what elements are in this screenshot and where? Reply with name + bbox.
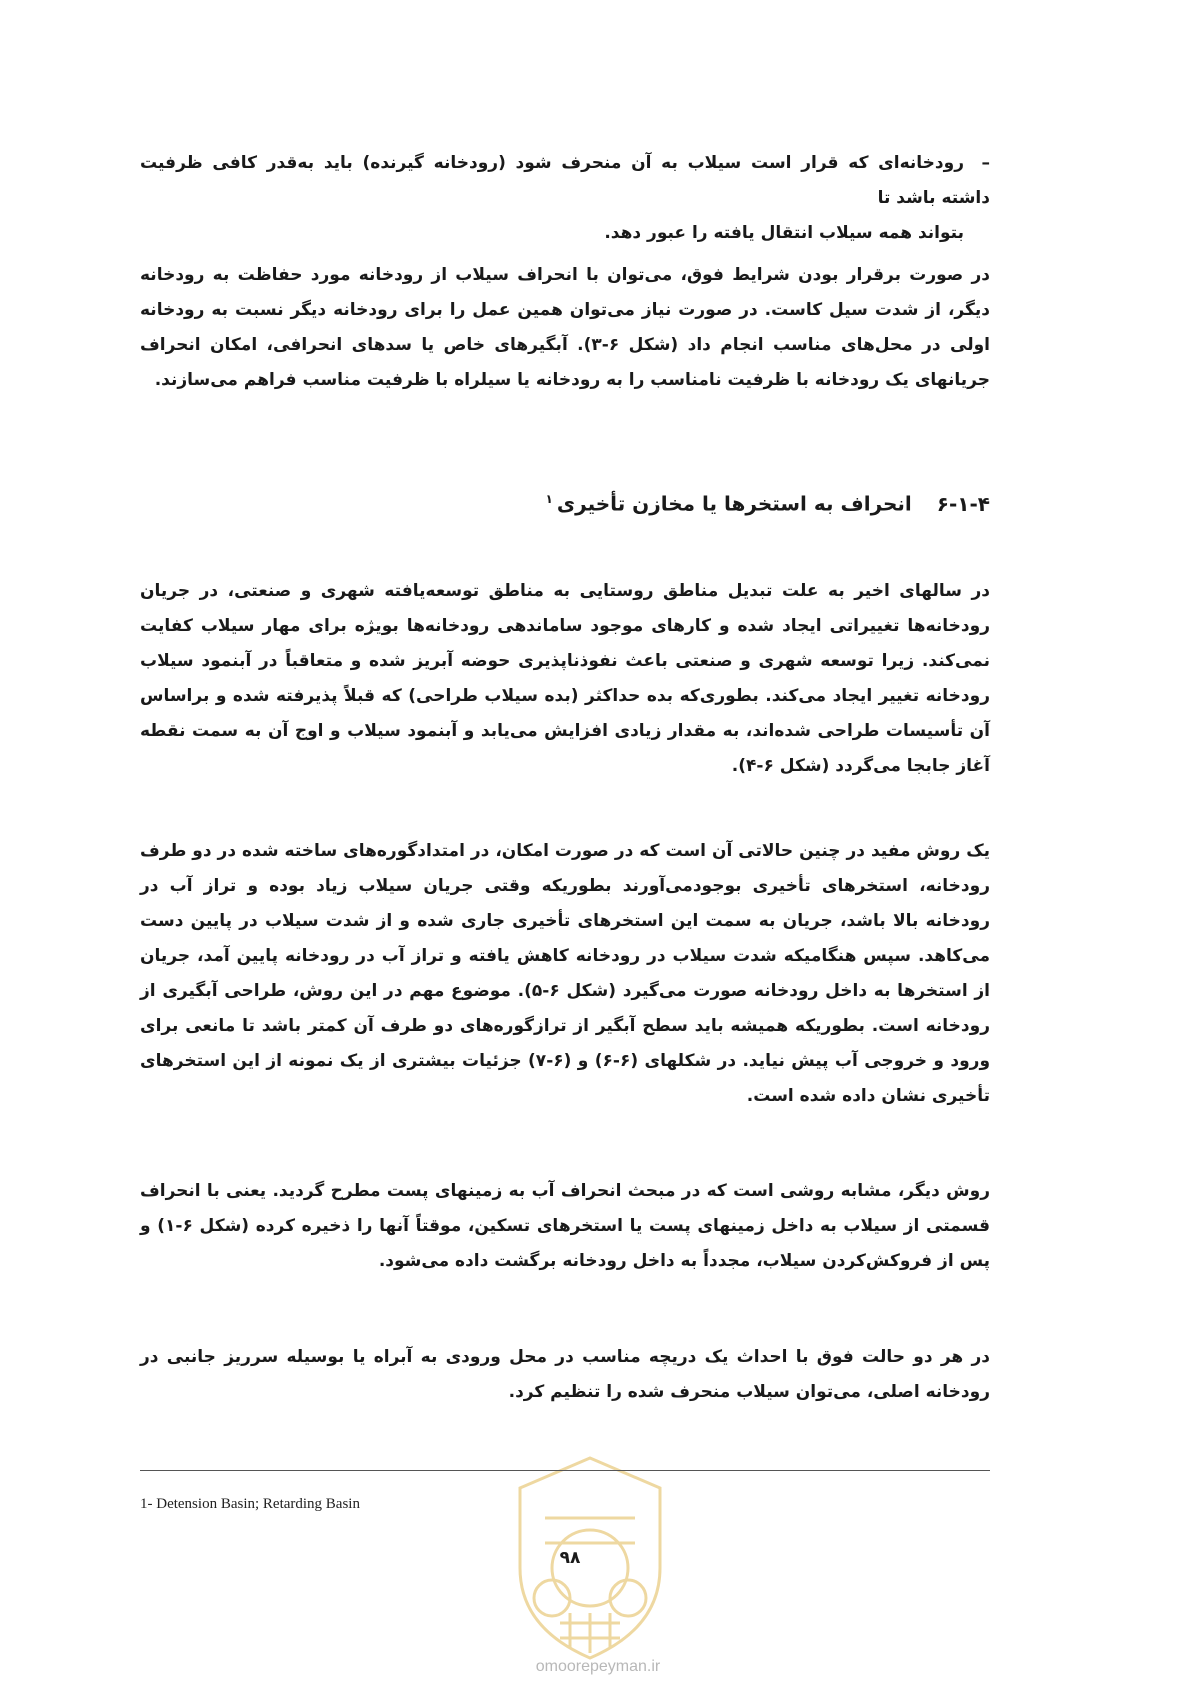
paragraph-2: در سالهای اخیر به علت تبدیل مناطق روستایی به مناطق توسعه‌یافته شهری و صنعتی، در جریان رودخانه‌ها تغییراتی ایجاد شده و کارهای موجود ساماندهی رودخانه‌ها بویژه برای مهار سیلاب کفایت نمی‌کند. زیرا توسعه شهری و صنعتی باعث نفوذناپذیری حوضه آبریز شده و متعاقباً در آبنمود سیلاب رودخانه تغییر ایجاد می‌کند. بطوری‌که بده حداکثر (بده سیلاب طراحی) که قبلاً پذیرفته شده و براساس آن تأسیسات طراحی شده‌اند، به مقدار زیادی افزایش می‌یابد و آبنمود سیلاب و اوج آن به سمت نقطه آغاز جابجا می‌گردد (شکل ۶-۴). (140, 581, 990, 776)
paragraph-3: یک روش مفید در چنین حالاتی آن است که در صورت امکان، در امتدادگوره‌های ساخته شده در دو طرف رودخانه، استخرهای تأخیری بوجودمی‌آورند بطوریکه وقتی جریان سیلاب زیاد بوده و تراز آب در رودخانه بالا باشد، جریان به سمت این استخرهای تأخیری جاری شده و از شدت سیلاب در پایین دست می‌کاهد. سپس هنگامیکه شدت سیلاب در رودخانه کاهش یافته و تراز آب در رودخانه پایین آمد، جریان از استخرها به داخل رودخانه صورت می‌گیرد (شکل ۶-۵). موضوع مهم در این روش، طراحی آبگیری از رودخانه است. بطوریکه همیشه باید سطح آبگیر از ترازگوره‌های دو طرف آن کمتر باشد تا مانعی برای ورود و خروجی آب پیش نیاید. در شکلهای (۶-۶) و (۶-۷) جزئیات بیشتری از یک نمونه از این استخرهای تأخیری نشان داده شده است. (140, 841, 991, 1106)
section-title: انحراف به استخرها یا مخازن تأخیری (556, 491, 912, 516)
section-heading (140, 482, 990, 521)
footnote: 1- Detension Basin; Retarding Basin (140, 1496, 360, 1512)
paragraph-5: در هر دو حالت فوق با احداث یک دریچه مناسب در محل ورودی به آبراه یا بوسیله سرریز جانبی در رودخانه اصلی، می‌توان سیلاب منحرف شده را تنظیم کرد. (140, 1347, 990, 1402)
bullet-dash: – (981, 153, 990, 173)
paragraph-4: روش دیگر، مشابه روشی است که در مبحث انحراف آب به زمینهای پست مطرح گردید. یعنی با انحراف قسمتی از سیلاب به داخل زمینهای پست یا استخرهای تسکین، موقتاً آنها را ذخیره کرده (شکل ۶-۱) و پس از فروکش‌کردن سیلاب، مجدداً به داخل رودخانه برگشت داده می‌شود. (140, 1181, 990, 1271)
section-number: ۶-۱-۴ (936, 491, 990, 516)
footnote-reference: ۱ (545, 492, 553, 506)
paragraph-1: در صورت برقرار بودن شرایط فوق، می‌توان با انحراف سیلاب از رودخانه مورد حفاظت به رودخانه دیگر، از شدت سیل کاست. در صورت نیاز می‌توان همین عمل را برای رودخانه دیگر نسبت به رودخانه اولی در محل‌های مناسب انجام داد (شکل ۶-۳). آبگیرهای خاص یا سدهای انحرافی، امکان انحراف جریانهای یک رودخانه با ظرفیت نامناسب را به رودخانه یا سیلراه با ظرفیت مناسب فراهم می‌سازند. (140, 265, 990, 390)
bullet-item (140, 146, 990, 251)
bullet-line-1: رودخانه‌ای که قرار است سیلاب به آن منحرف شود (رودخانه گیرنده) باید به‌قدر کافی ظرفیت داشته باشد تا (140, 153, 990, 208)
page-number: ۹۸ (559, 1548, 581, 1568)
bullet-line-2: بتواند همه سیلاب انتقال یافته را عبور دهد. (604, 223, 964, 243)
watermark-url: omoorepeyman.ir (535, 1658, 661, 1675)
footnote-divider (140, 1470, 990, 1471)
